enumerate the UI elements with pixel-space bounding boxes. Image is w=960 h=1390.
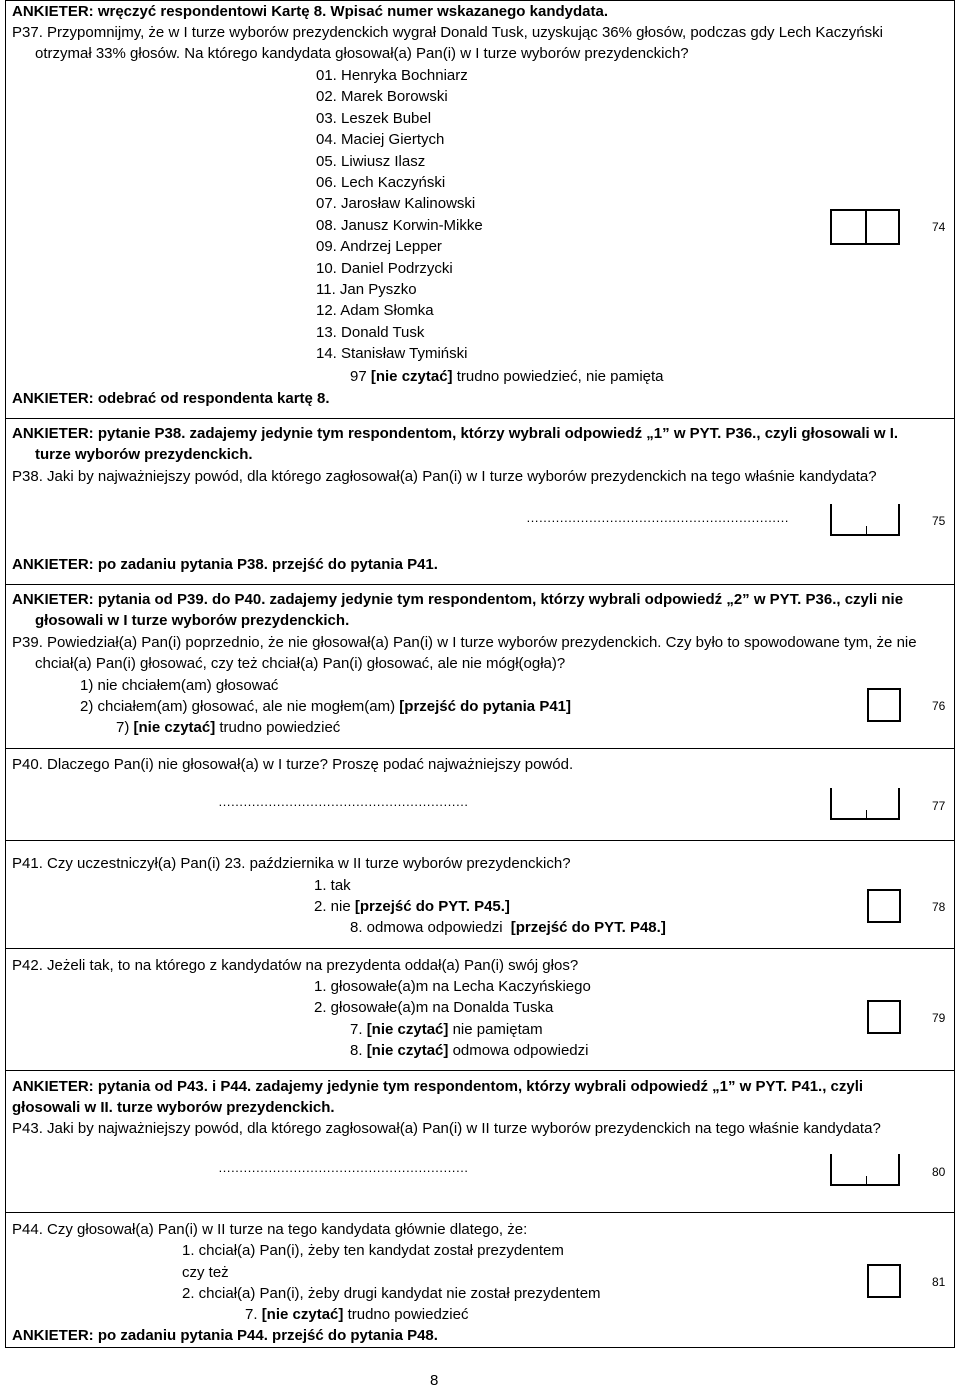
p37-option[interactable]: 09. Andrzej Lepper	[316, 238, 442, 256]
p41-option-1[interactable]: 1. tak	[314, 877, 351, 894]
p44-or: czy też	[182, 1264, 229, 1281]
instruction-p38-closing: ANKIETER: po zadaniu pytania P38. przejść do pytania P41.	[12, 556, 438, 573]
code-74: 74	[932, 220, 946, 234]
p44-option-7-no-read: [nie czytać]	[261, 1306, 344, 1323]
divider-2	[5, 584, 955, 585]
p42-option-8-prefix: 8.	[350, 1042, 363, 1059]
p42-option-7-no-read: [nie czytać]	[366, 1021, 449, 1038]
p40-answer-dots: ……………………………………………………	[218, 794, 468, 809]
p39-option-2[interactable]	[80, 698, 571, 716]
instruction-p39-line1: ANKIETER: pytania od P39. do P40. zadajemy jedynie tym respondentom, którzy wybrali odpowiedź „2” w PYT. P36., czyli nie	[12, 591, 904, 608]
instruction-p43-line1: ANKIETER: pytania od P43. i P44. zadajemy jedynie tym respondentom, którzy wybrali odpowiedź „1” w PYT. P41., czyli	[12, 1078, 864, 1095]
question-p41: P41. Czy uczestniczył(a) Pan(i) 23. października w II turze wyborów prezydenckich?	[12, 855, 571, 872]
p44-option-1[interactable]: 1. chciał(a) Pan(i), żeby ten kandydat został prezydentem	[182, 1242, 564, 1259]
p37-option[interactable]: 06. Lech Kaczyński	[316, 174, 446, 191]
instruction-p44-closing: ANKIETER: po zadaniu pytania P44. przejść do pytania P48.	[12, 1327, 438, 1344]
p41-option-8[interactable]	[350, 919, 666, 937]
p42-option-7[interactable]	[350, 1021, 543, 1039]
p42-option-8[interactable]	[350, 1042, 588, 1060]
p37-option[interactable]: 03. Leszek Bubel	[316, 109, 432, 127]
p44-option-2[interactable]: 2. chciał(a) Pan(i), żeby drugi kandydat nie został prezydentem	[182, 1285, 601, 1302]
answer-box-p44[interactable]	[867, 1264, 901, 1298]
code-75: 75	[932, 514, 946, 528]
p39-option-7-no-read: [nie czytać]	[133, 719, 216, 736]
p42-option-8-text: odmowa odpowiedzi	[452, 1042, 589, 1059]
questionnaire-frame	[5, 0, 955, 1348]
p39-option-7-text: trudno powiedzieć	[219, 719, 341, 736]
instruction-p38-line1: ANKIETER: pytanie P38. zadajemy jedynie tym respondentom, którzy wybrali odpowiedź „1” w PYT. P36., czyli głosowali w I.	[12, 425, 899, 442]
p39-option-2-skip: [przejść do pytania P41]	[399, 698, 571, 715]
p43-answer-dots: ……………………………………………………	[218, 1160, 468, 1175]
p44-option-7[interactable]	[245, 1306, 468, 1324]
p42-option-7-prefix: 7.	[350, 1021, 363, 1038]
divider-4	[5, 840, 955, 841]
p41-option-8-skip: [przejść do PYT. P48.]	[510, 919, 666, 936]
p37-option[interactable]: 08. Janusz Korwin-Mikke	[316, 216, 483, 234]
p39-option-2-text: 2) chciałem(am) głosować, ale nie mogłem(am)	[80, 698, 396, 715]
question-p39-line2: chciał(a) Pan(i) głosować, czy też chciał(a) Pan(i) głosować, ale nie mógł(ogła)?	[35, 655, 566, 672]
divider-7	[5, 1212, 955, 1213]
p42-option-2[interactable]: 2. głosowałe(a)m na Donalda Tuska	[314, 999, 554, 1016]
p41-option-2-skip: [przejść do PYT. P45.]	[354, 898, 510, 915]
question-p38: P38. Jaki by najważniejszy powód, dla którego zagłosował(a) Pan(i) w I turze wyborów prezydenckich na tego właśnie kandydata?	[12, 468, 877, 485]
p37-option[interactable]: 02. Marek Borowski	[316, 88, 448, 106]
answer-box-p42[interactable]	[867, 1000, 901, 1034]
question-p37-line2: otrzymał 33% głosów. Na którego kandydata głosował(a) Pan(i) w I turze wyborów prezydenckich?	[35, 45, 689, 62]
divider-6	[5, 1070, 955, 1071]
answer-box-p39[interactable]	[867, 688, 901, 722]
page-number: 8	[430, 1372, 439, 1389]
p37-option[interactable]: 13. Donald Tusk	[316, 323, 425, 341]
question-p43: P43. Jaki by najważniejszy powód, dla którego zagłosował(a) Pan(i) w II turze wyborów prezydenckich na tego właśnie kandydata?	[12, 1120, 881, 1137]
instruction-p38-line2: turze wyborów prezydenckich.	[35, 446, 253, 463]
code-76: 76	[932, 699, 946, 713]
p37-option[interactable]: 07. Jarosław Kalinowski	[316, 195, 476, 213]
p42-option-1[interactable]: 1. głosowałe(a)m na Lecha Kaczyńskiego	[314, 978, 591, 995]
p38-answer-dots: ………………………………………………………	[526, 510, 789, 525]
instruction-p39-line2: głosowali w I turze wyborów prezydenckich.	[35, 612, 350, 629]
p41-option-8-text: 8. odmowa odpowiedzi	[350, 919, 503, 936]
p41-option-2-text: 2. nie	[314, 898, 351, 915]
p37-option-97[interactable]	[350, 368, 664, 386]
p44-option-7-prefix: 7.	[245, 1306, 258, 1323]
p39-option-1[interactable]: 1) nie chciałem(am) głosować	[80, 677, 279, 694]
question-p40: P40. Dlaczego Pan(i) nie głosował(a) w I turze? Proszę podać najważniejszy powód.	[12, 756, 574, 773]
instruction-p43-line2: głosowali w II. turze wyborów prezydenckich.	[12, 1099, 335, 1116]
divider-3	[5, 748, 955, 749]
question-p44: P44. Czy głosował(a) Pan(i) w II turze na tego kandydata głównie dlatego, że:	[12, 1221, 528, 1238]
option-97-text: trudno powiedzieć, nie pamięta	[456, 368, 664, 385]
question-p37-line1: P37. Przypomnijmy, że w I turze wyborów prezydenckich wygrał Donald Tusk, uzyskując 36% głosów, podczas gdy Lech Kaczyński	[12, 24, 883, 41]
answer-field-p38[interactable]	[830, 504, 900, 536]
instruction-p37-closing: ANKIETER: odebrać od respondenta kartę 8.	[12, 390, 330, 407]
code-79: 79	[932, 1011, 946, 1025]
divider-1	[5, 418, 955, 419]
p42-option-7-text: nie pamiętam	[452, 1021, 543, 1038]
p42-option-8-no-read: [nie czytać]	[366, 1042, 449, 1059]
p39-option-7-prefix: 7)	[116, 719, 130, 736]
p37-option[interactable]: 10. Daniel Podrzycki	[316, 259, 453, 277]
p44-option-7-text: trudno powiedzieć	[347, 1306, 469, 1323]
code-81: 81	[932, 1275, 946, 1289]
p39-option-7[interactable]	[116, 719, 340, 737]
option-97-no-read: [nie czytać]	[370, 368, 453, 385]
question-p42: P42. Jeżeli tak, to na którego z kandydatów na prezydenta oddał(a) Pan(i) swój głos?	[12, 957, 579, 974]
p41-option-2[interactable]	[314, 898, 510, 916]
p37-option[interactable]: 04. Maciej Giertych	[316, 131, 445, 149]
question-p39-line1: P39. Powiedział(a) Pan(i) poprzednio, że nie głosował(a) Pan(i) w I turze wyborów prezydenckich. Czy było to spowodowane tym, że nie	[12, 634, 917, 651]
p37-option[interactable]: 01. Henryka Bochniarz	[316, 67, 468, 84]
option-97-number: 97	[350, 368, 367, 385]
p37-option[interactable]: 05. Liwiusz Ilasz	[316, 152, 426, 170]
answer-field-p40[interactable]	[830, 788, 900, 820]
p37-option[interactable]: 12. Adam Słomka	[316, 302, 434, 320]
answer-box-p37[interactable]	[830, 209, 900, 245]
code-77: 77	[932, 799, 946, 813]
instruction-p37: ANKIETER: wręczyć respondentowi Kartę 8. Wpisać numer wskazanego kandydata.	[12, 3, 608, 20]
code-78: 78	[932, 900, 946, 914]
answer-box-p41[interactable]	[867, 889, 901, 923]
code-80: 80	[932, 1165, 946, 1179]
p37-option[interactable]: 14. Stanisław Tymiński	[316, 345, 468, 363]
divider-5	[5, 948, 955, 949]
p37-option[interactable]: 11. Jan Pyszko	[316, 281, 417, 298]
answer-field-p43[interactable]	[830, 1154, 900, 1186]
